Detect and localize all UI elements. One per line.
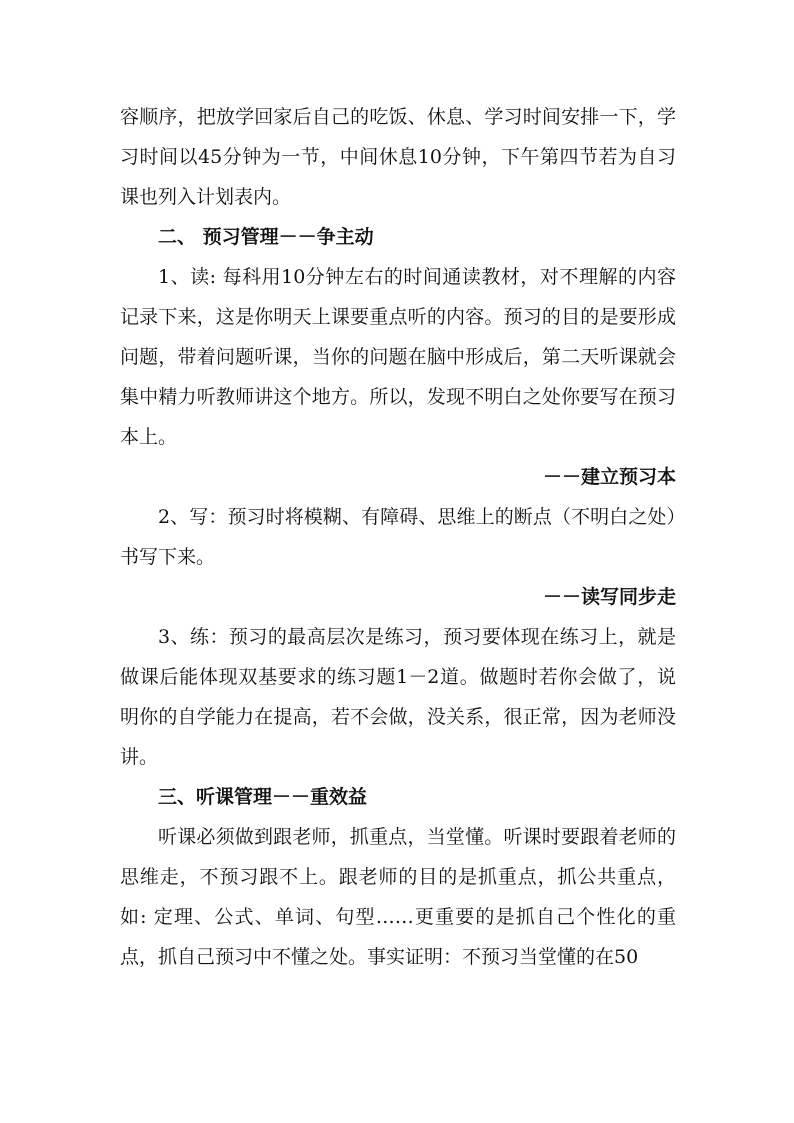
- paragraph-schedule-continuation: 容顺序，把放学回家后自己的吃饭、休息、学习时间安排一下，学习时间以45分钟为一节，中间休息10分钟，下午第四节若为自习课也列入计划表内。: [120, 106, 676, 208]
- subtitle-read-write: －－读写同步走: [542, 586, 676, 608]
- subtitle-preview-notebook: －－建立预习本: [542, 466, 676, 488]
- section-heading-preview: 二、 预习管理－－争主动: [158, 226, 374, 248]
- section-heading-listening: 三、听课管理－－重效益: [158, 786, 368, 808]
- paragraph-write: 2、写：预习时将模糊、有障碍、思维上的断点（不明白之处）书写下来。: [120, 506, 676, 568]
- document-body: [120, 97, 676, 977]
- paragraph-listening: 听课必须做到跟老师，抓重点，当堂懂。听课时要跟着老师的思维走，不预习跟不上。跟老师的目的是抓重点，抓公共重点，如: 定理、公式、单词、句型……更重要的是抓自己个性化的重点，抓自己预习中不懂之处。事实证明：不预习当堂懂的在50: [120, 826, 676, 968]
- paragraph-practice: 3、练：预习的最高层次是练习，预习要体现在练习上，就是做课后能体现双基要求的练习题1－2道。做题时若你会做了，说明你的自学能力在提高，若不会做，没关系，很正常，因为老师没讲。: [120, 626, 676, 768]
- paragraph-read: 1、读: 每科用10分钟左右的时间通读教材，对不理解的内容记录下来，这是你明天上课要重点听的内容。预习的目的是要形成问题，带着问题听课，当你的问题在脑中形成后，第二天听课就会集中精力听教师讲这个地方。所以，发现不明白之处你要写在预习本上。: [120, 266, 676, 448]
